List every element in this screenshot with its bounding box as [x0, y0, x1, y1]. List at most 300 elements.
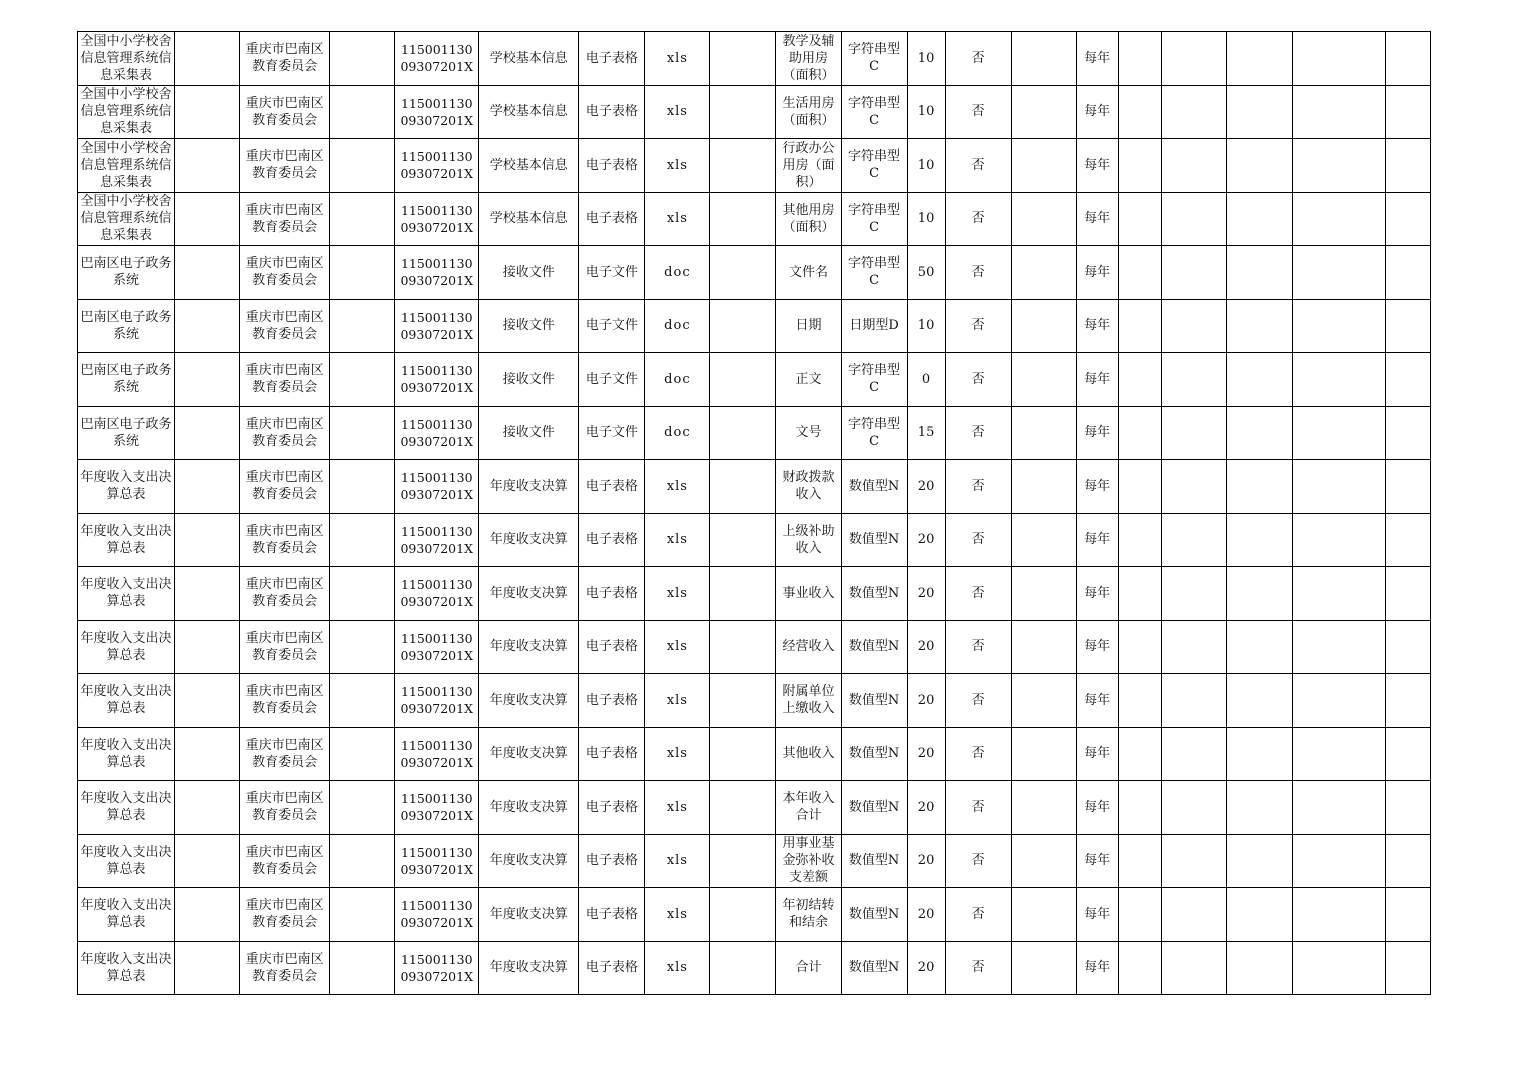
flag-cell: 否 [945, 781, 1011, 835]
file-extension-cell: xls [645, 727, 710, 781]
empty-cell [710, 674, 776, 728]
empty-cell [1385, 406, 1430, 460]
empty-cell [1118, 674, 1161, 728]
empty-cell [1161, 513, 1226, 567]
field-length-cell: 10 [907, 139, 945, 193]
empty-cell [1385, 941, 1430, 995]
empty-cell [710, 781, 776, 835]
empty-cell [1118, 781, 1161, 835]
file-extension-cell: doc [645, 246, 710, 300]
field-length-cell: 20 [907, 888, 945, 942]
field-length-cell: 20 [907, 941, 945, 995]
resource-category-cell: 接收文件 [479, 353, 579, 407]
resource-format-cell: 电子表格 [579, 513, 645, 567]
system-name-cell: 年度收入支出决算总表 [78, 941, 175, 995]
resource-category-cell: 年度收支决算 [479, 460, 579, 514]
empty-cell [710, 941, 776, 995]
empty-cell [330, 834, 395, 888]
empty-cell [330, 32, 395, 86]
table-row [78, 513, 1431, 567]
file-extension-cell: xls [645, 674, 710, 728]
resource-category-cell: 接收文件 [479, 246, 579, 300]
field-length-cell: 10 [907, 299, 945, 353]
resource-format-cell: 电子表格 [579, 139, 645, 193]
flag-cell: 否 [945, 941, 1011, 995]
empty-cell [1011, 888, 1076, 942]
empty-cell [1161, 674, 1226, 728]
flag-cell: 否 [945, 674, 1011, 728]
data-type-cell: 数值型N [841, 674, 907, 728]
department-cell: 重庆市巴南区教育委员会 [240, 406, 330, 460]
empty-cell [330, 888, 395, 942]
table-row [78, 834, 1431, 888]
table-row [78, 85, 1431, 139]
file-extension-cell: xls [645, 460, 710, 514]
empty-cell [1226, 246, 1292, 300]
empty-cell [1226, 674, 1292, 728]
empty-cell [175, 567, 240, 621]
field-name-cell: 年初结转和结余 [776, 888, 841, 942]
empty-cell [1385, 246, 1430, 300]
empty-cell [1118, 139, 1161, 193]
empty-cell [1385, 85, 1430, 139]
field-name-cell: 文号 [776, 406, 841, 460]
empty-cell [175, 781, 240, 835]
credit-code-cell: 11500113009307201X [395, 139, 479, 193]
table-row [78, 299, 1431, 353]
field-name-cell: 本年收入合计 [776, 781, 841, 835]
credit-code-cell: 11500113009307201X [395, 85, 479, 139]
field-name-cell: 行政办公用房（面积） [776, 139, 841, 193]
empty-cell [1118, 513, 1161, 567]
field-name-cell: 用事业基金弥补收支差额 [776, 834, 841, 888]
table-row [78, 888, 1431, 942]
update-frequency-cell: 每年 [1076, 513, 1118, 567]
field-length-cell: 20 [907, 781, 945, 835]
system-name-cell: 巴南区电子政务系统 [78, 246, 175, 300]
empty-cell [1161, 353, 1226, 407]
flag-cell: 否 [945, 32, 1011, 86]
empty-cell [1292, 299, 1385, 353]
update-frequency-cell: 每年 [1076, 567, 1118, 621]
flag-cell: 否 [945, 406, 1011, 460]
system-name-cell: 巴南区电子政务系统 [78, 353, 175, 407]
empty-cell [175, 941, 240, 995]
data-type-cell: 数值型N [841, 941, 907, 995]
department-cell: 重庆市巴南区教育委员会 [240, 727, 330, 781]
resource-category-cell: 接收文件 [479, 299, 579, 353]
empty-cell [175, 246, 240, 300]
empty-cell [1161, 888, 1226, 942]
empty-cell [330, 406, 395, 460]
empty-cell [1011, 85, 1076, 139]
department-cell: 重庆市巴南区教育委员会 [240, 85, 330, 139]
empty-cell [1118, 299, 1161, 353]
empty-cell [1011, 674, 1076, 728]
empty-cell [175, 460, 240, 514]
table-row [78, 727, 1431, 781]
credit-code-cell: 11500113009307201X [395, 513, 479, 567]
empty-cell [1011, 246, 1076, 300]
empty-cell [1011, 406, 1076, 460]
empty-cell [710, 727, 776, 781]
empty-cell [1011, 781, 1076, 835]
field-name-cell: 正文 [776, 353, 841, 407]
data-type-cell: 字符串型C [841, 192, 907, 246]
empty-cell [1011, 620, 1076, 674]
empty-cell [1292, 567, 1385, 621]
file-extension-cell: xls [645, 620, 710, 674]
department-cell: 重庆市巴南区教育委员会 [240, 192, 330, 246]
empty-cell [1226, 460, 1292, 514]
system-name-cell: 全国中小学校舍信息管理系统信息采集表 [78, 139, 175, 193]
table-row [78, 246, 1431, 300]
field-name-cell: 文件名 [776, 246, 841, 300]
empty-cell [330, 674, 395, 728]
empty-cell [710, 406, 776, 460]
credit-code-cell: 11500113009307201X [395, 406, 479, 460]
empty-cell [1226, 406, 1292, 460]
department-cell: 重庆市巴南区教育委员会 [240, 513, 330, 567]
resource-format-cell: 电子文件 [579, 406, 645, 460]
empty-cell [710, 299, 776, 353]
empty-cell [1226, 299, 1292, 353]
empty-cell [1292, 888, 1385, 942]
field-name-cell: 教学及辅助用房（面积） [776, 32, 841, 86]
credit-code-cell: 11500113009307201X [395, 674, 479, 728]
empty-cell [1226, 727, 1292, 781]
empty-cell [1161, 460, 1226, 514]
data-type-cell: 数值型N [841, 727, 907, 781]
department-cell: 重庆市巴南区教育委员会 [240, 834, 330, 888]
system-name-cell: 全国中小学校舍信息管理系统信息采集表 [78, 192, 175, 246]
empty-cell [1011, 941, 1076, 995]
system-name-cell: 年度收入支出决算总表 [78, 513, 175, 567]
file-extension-cell: xls [645, 567, 710, 621]
data-type-cell: 字符串型C [841, 32, 907, 86]
department-cell: 重庆市巴南区教育委员会 [240, 567, 330, 621]
empty-cell [1385, 299, 1430, 353]
table-row [78, 567, 1431, 621]
field-name-cell: 上级补助收入 [776, 513, 841, 567]
empty-cell [1226, 888, 1292, 942]
update-frequency-cell: 每年 [1076, 246, 1118, 300]
data-type-cell: 字符串型C [841, 246, 907, 300]
empty-cell [1161, 620, 1226, 674]
file-extension-cell: xls [645, 834, 710, 888]
credit-code-cell: 11500113009307201X [395, 834, 479, 888]
file-extension-cell: xls [645, 32, 710, 86]
empty-cell [330, 460, 395, 514]
system-name-cell: 年度收入支出决算总表 [78, 620, 175, 674]
empty-cell [330, 620, 395, 674]
field-name-cell: 事业收入 [776, 567, 841, 621]
file-extension-cell: xls [645, 781, 710, 835]
credit-code-cell: 11500113009307201X [395, 299, 479, 353]
empty-cell [330, 139, 395, 193]
empty-cell [1118, 85, 1161, 139]
empty-cell [1292, 246, 1385, 300]
file-extension-cell: xls [645, 139, 710, 193]
data-type-cell: 字符串型C [841, 139, 907, 193]
empty-cell [330, 353, 395, 407]
update-frequency-cell: 每年 [1076, 727, 1118, 781]
credit-code-cell: 11500113009307201X [395, 192, 479, 246]
empty-cell [1385, 888, 1430, 942]
empty-cell [175, 32, 240, 86]
empty-cell [1118, 32, 1161, 86]
empty-cell [710, 32, 776, 86]
field-length-cell: 20 [907, 513, 945, 567]
system-name-cell: 年度收入支出决算总表 [78, 888, 175, 942]
resource-format-cell: 电子文件 [579, 353, 645, 407]
empty-cell [1161, 32, 1226, 86]
empty-cell [1385, 620, 1430, 674]
file-extension-cell: doc [645, 406, 710, 460]
flag-cell: 否 [945, 834, 1011, 888]
flag-cell: 否 [945, 192, 1011, 246]
resource-category-cell: 年度收支决算 [479, 674, 579, 728]
field-length-cell: 0 [907, 353, 945, 407]
empty-cell [330, 941, 395, 995]
system-name-cell: 年度收入支出决算总表 [78, 781, 175, 835]
system-name-cell: 年度收入支出决算总表 [78, 567, 175, 621]
data-type-cell: 字符串型C [841, 353, 907, 407]
empty-cell [1161, 727, 1226, 781]
table-row [78, 781, 1431, 835]
resource-format-cell: 电子表格 [579, 888, 645, 942]
empty-cell [1118, 567, 1161, 621]
resource-format-cell: 电子表格 [579, 834, 645, 888]
field-name-cell: 财政拨款收入 [776, 460, 841, 514]
empty-cell [1011, 513, 1076, 567]
system-name-cell: 年度收入支出决算总表 [78, 460, 175, 514]
empty-cell [1118, 460, 1161, 514]
empty-cell [1226, 513, 1292, 567]
field-name-cell: 其他收入 [776, 727, 841, 781]
resource-format-cell: 电子表格 [579, 32, 645, 86]
data-type-cell: 数值型N [841, 460, 907, 514]
data-type-cell: 数值型N [841, 888, 907, 942]
credit-code-cell: 11500113009307201X [395, 620, 479, 674]
credit-code-cell: 11500113009307201X [395, 727, 479, 781]
resource-format-cell: 电子表格 [579, 781, 645, 835]
system-name-cell: 全国中小学校舍信息管理系统信息采集表 [78, 32, 175, 86]
credit-code-cell: 11500113009307201X [395, 888, 479, 942]
field-name-cell: 合计 [776, 941, 841, 995]
empty-cell [1385, 139, 1430, 193]
flag-cell: 否 [945, 246, 1011, 300]
empty-cell [175, 406, 240, 460]
flag-cell: 否 [945, 139, 1011, 193]
empty-cell [1385, 192, 1430, 246]
empty-cell [1118, 834, 1161, 888]
table-row [78, 32, 1431, 86]
empty-cell [1226, 567, 1292, 621]
table-row [78, 674, 1431, 728]
table-row [78, 460, 1431, 514]
resource-category-cell: 学校基本信息 [479, 32, 579, 86]
system-name-cell: 巴南区电子政务系统 [78, 406, 175, 460]
empty-cell [330, 85, 395, 139]
department-cell: 重庆市巴南区教育委员会 [240, 620, 330, 674]
data-resource-table [77, 31, 1431, 995]
resource-category-cell: 学校基本信息 [479, 139, 579, 193]
empty-cell [1011, 567, 1076, 621]
empty-cell [1161, 781, 1226, 835]
department-cell: 重庆市巴南区教育委员会 [240, 353, 330, 407]
table-row [78, 139, 1431, 193]
resource-format-cell: 电子表格 [579, 727, 645, 781]
empty-cell [1385, 353, 1430, 407]
empty-cell [1385, 834, 1430, 888]
department-cell: 重庆市巴南区教育委员会 [240, 888, 330, 942]
empty-cell [1161, 85, 1226, 139]
empty-cell [1385, 513, 1430, 567]
empty-cell [1292, 727, 1385, 781]
resource-category-cell: 年度收支决算 [479, 941, 579, 995]
data-type-cell: 数值型N [841, 620, 907, 674]
empty-cell [1292, 781, 1385, 835]
empty-cell [175, 727, 240, 781]
resource-category-cell: 年度收支决算 [479, 727, 579, 781]
resource-format-cell: 电子表格 [579, 674, 645, 728]
empty-cell [330, 299, 395, 353]
empty-cell [1292, 139, 1385, 193]
empty-cell [1226, 353, 1292, 407]
empty-cell [1161, 246, 1226, 300]
update-frequency-cell: 每年 [1076, 85, 1118, 139]
update-frequency-cell: 每年 [1076, 620, 1118, 674]
department-cell: 重庆市巴南区教育委员会 [240, 941, 330, 995]
system-name-cell: 全国中小学校舍信息管理系统信息采集表 [78, 85, 175, 139]
flag-cell: 否 [945, 567, 1011, 621]
credit-code-cell: 11500113009307201X [395, 567, 479, 621]
empty-cell [1118, 406, 1161, 460]
file-extension-cell: doc [645, 353, 710, 407]
empty-cell [1161, 139, 1226, 193]
empty-cell [1161, 299, 1226, 353]
resource-format-cell: 电子表格 [579, 85, 645, 139]
field-name-cell: 经营收入 [776, 620, 841, 674]
empty-cell [175, 620, 240, 674]
field-length-cell: 20 [907, 567, 945, 621]
empty-cell [710, 192, 776, 246]
system-name-cell: 年度收入支出决算总表 [78, 727, 175, 781]
department-cell: 重庆市巴南区教育委员会 [240, 674, 330, 728]
empty-cell [710, 460, 776, 514]
update-frequency-cell: 每年 [1076, 353, 1118, 407]
empty-cell [175, 513, 240, 567]
empty-cell [330, 567, 395, 621]
empty-cell [1385, 727, 1430, 781]
data-type-cell: 字符串型C [841, 406, 907, 460]
table-row [78, 620, 1431, 674]
empty-cell [710, 834, 776, 888]
empty-cell [1226, 85, 1292, 139]
empty-cell [1292, 941, 1385, 995]
empty-cell [710, 246, 776, 300]
update-frequency-cell: 每年 [1076, 299, 1118, 353]
flag-cell: 否 [945, 353, 1011, 407]
data-type-cell: 日期型D [841, 299, 907, 353]
resource-format-cell: 电子表格 [579, 567, 645, 621]
empty-cell [1226, 834, 1292, 888]
empty-cell [1292, 32, 1385, 86]
empty-cell [1011, 139, 1076, 193]
field-length-cell: 10 [907, 192, 945, 246]
data-type-cell: 数值型N [841, 781, 907, 835]
empty-cell [1292, 353, 1385, 407]
empty-cell [710, 139, 776, 193]
empty-cell [1292, 406, 1385, 460]
empty-cell [1118, 888, 1161, 942]
empty-cell [1118, 246, 1161, 300]
empty-cell [1011, 727, 1076, 781]
file-extension-cell: xls [645, 192, 710, 246]
empty-cell [175, 888, 240, 942]
empty-cell [710, 888, 776, 942]
file-extension-cell: doc [645, 299, 710, 353]
empty-cell [1292, 620, 1385, 674]
field-length-cell: 15 [907, 406, 945, 460]
update-frequency-cell: 每年 [1076, 139, 1118, 193]
empty-cell [1226, 620, 1292, 674]
resource-category-cell: 年度收支决算 [479, 620, 579, 674]
empty-cell [1011, 192, 1076, 246]
flag-cell: 否 [945, 299, 1011, 353]
resource-category-cell: 年度收支决算 [479, 781, 579, 835]
empty-cell [175, 834, 240, 888]
empty-cell [330, 246, 395, 300]
field-length-cell: 20 [907, 460, 945, 514]
empty-cell [1161, 834, 1226, 888]
file-extension-cell: xls [645, 513, 710, 567]
field-length-cell: 20 [907, 834, 945, 888]
data-type-cell: 数值型N [841, 513, 907, 567]
field-name-cell: 日期 [776, 299, 841, 353]
empty-cell [330, 727, 395, 781]
empty-cell [1292, 513, 1385, 567]
data-type-cell: 字符串型C [841, 85, 907, 139]
empty-cell [1292, 674, 1385, 728]
table-body [78, 32, 1431, 995]
empty-cell [1118, 353, 1161, 407]
department-cell: 重庆市巴南区教育委员会 [240, 781, 330, 835]
empty-cell [330, 513, 395, 567]
system-name-cell: 年度收入支出决算总表 [78, 674, 175, 728]
field-length-cell: 20 [907, 620, 945, 674]
update-frequency-cell: 每年 [1076, 888, 1118, 942]
data-type-cell: 数值型N [841, 834, 907, 888]
empty-cell [710, 85, 776, 139]
empty-cell [1292, 85, 1385, 139]
file-extension-cell: xls [645, 85, 710, 139]
empty-cell [1292, 460, 1385, 514]
table-row [78, 353, 1431, 407]
empty-cell [330, 192, 395, 246]
department-cell: 重庆市巴南区教育委员会 [240, 139, 330, 193]
empty-cell [1226, 32, 1292, 86]
field-length-cell: 20 [907, 727, 945, 781]
credit-code-cell: 11500113009307201X [395, 353, 479, 407]
empty-cell [1226, 941, 1292, 995]
empty-cell [710, 620, 776, 674]
file-extension-cell: xls [645, 941, 710, 995]
empty-cell [175, 353, 240, 407]
empty-cell [175, 192, 240, 246]
empty-cell [1118, 727, 1161, 781]
